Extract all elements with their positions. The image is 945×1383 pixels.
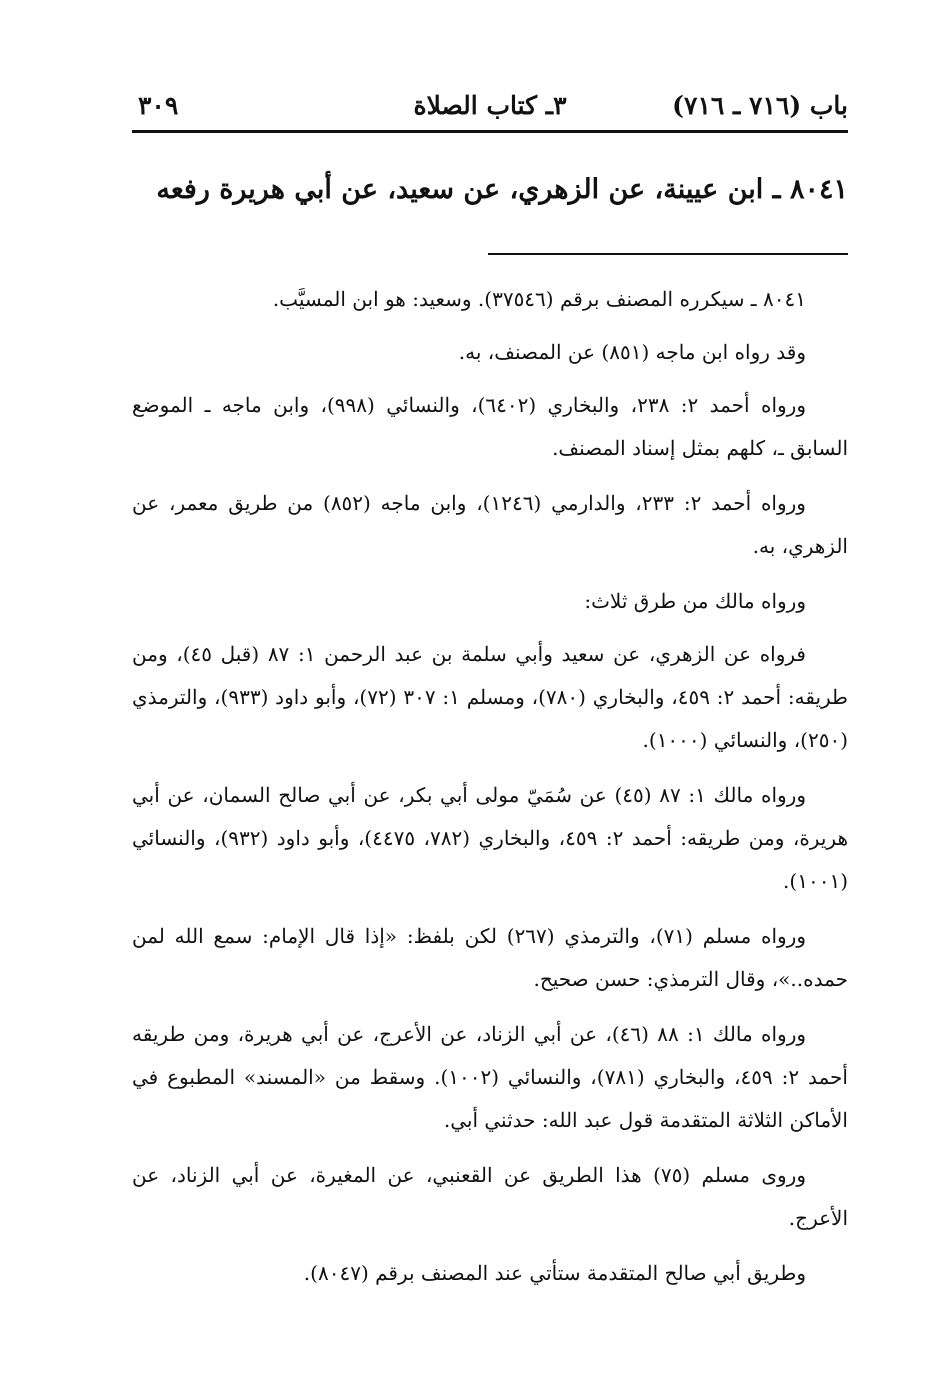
footnote-paragraph: ورواه مالك ١: ٨٨ (٤٦)، عن أبي الزناد، عن الأعرج، عن أبي هريرة، ومن طريقه أحمد ٢: ٤٥٩، والبخاري (٧٨١)، والنسائي (١٠٠٢). وسقط من «المسند» المطبوع في الأماكن الثلاثة المتقدمة قول عبد الله: حدثني أبي. [132,1022,848,1132]
chapter-range: باب (٧١٦ ـ ٧١٦) [672,91,848,120]
footnote-divider [488,253,848,255]
footnote-paragraph: وقد رواه ابن ماجه (٨٥١) عن المصنف، به. [458,340,806,364]
footnote-paragraph: ورواه أحمد ٢: ٢٣٨، والبخاري (٦٤٠٢)، والنسائي (٩٩٨)، وابن ماجه ـ الموضع السابق ـ، كلهم بمثل إسناد المصنف. [132,393,848,460]
footnotes [132,278,848,1305]
page-number: ٣٠٩ [138,91,179,120]
footnote-paragraph: وروى مسلم (٧٥) هذا الطريق عن القعنبي، عن المغيرة، عن أبي الزناد، عن الأعرج. [132,1163,848,1230]
footnote-paragraph: ورواه مالك من طرق ثلاث: [584,589,806,613]
footnote-paragraph: ٨٠٤١ ـ سيكرره المصنف برقم (٣٧٥٤٦). وسعيد: هو ابن المسيَّب. [272,287,806,311]
book-title: ٣ـ كتاب الصلاة [413,91,567,120]
footnote-paragraph: وطريق أبي صالح المتقدمة ستأتي عند المصنف برقم (٨٠٤٧). [303,1261,806,1285]
footnote-paragraph: فرواه عن الزهري، عن سعيد وأبي سلمة بن عبد الرحمن ١: ٨٧ (قبل ٤٥)، ومن طريقه: أحمد ٢: ٤٥٩، والبخاري (٧٨٠)، ومسلم ١: ٣٠٧ (٧٢)، وأبو داود (٩٣٣)، والترمذي (٢٥٠)، والنسائي (١٠٠٠). [132,642,848,752]
header-divider [132,130,848,133]
footnote-paragraph: ورواه مالك ١: ٨٧ (٤٥) عن سُمَيّ مولى أبي بكر، عن أبي صالح السمان، عن أبي هريرة، ومن طريقه: أحمد ٢: ٤٥٩، والبخاري (٧٨٢، ٤٤٧٥)، وأبو داود (٩٣٢)، والنسائي (١٠٠١). [132,783,848,893]
footnote-paragraph: ورواه مسلم (٧١)، والترمذي (٢٦٧) لكن بلفظ: «إذا قال الإمام: سمع الله لمن حمده..»، وقال الترمذي: حسن صحيح. [132,924,848,991]
footnote-paragraph: ورواه أحمد ٢: ٢٣٣، والدارمي (١٢٤٦)، وابن ماجه (٨٥٢) من طريق معمر، عن الزهري، به. [132,491,848,558]
page-header [132,86,848,126]
hadith-text: ٨٠٤١ ـ ابن عيينة، عن الزهري، عن سعيد، عن أبي هريرة رفعه [156,174,848,205]
